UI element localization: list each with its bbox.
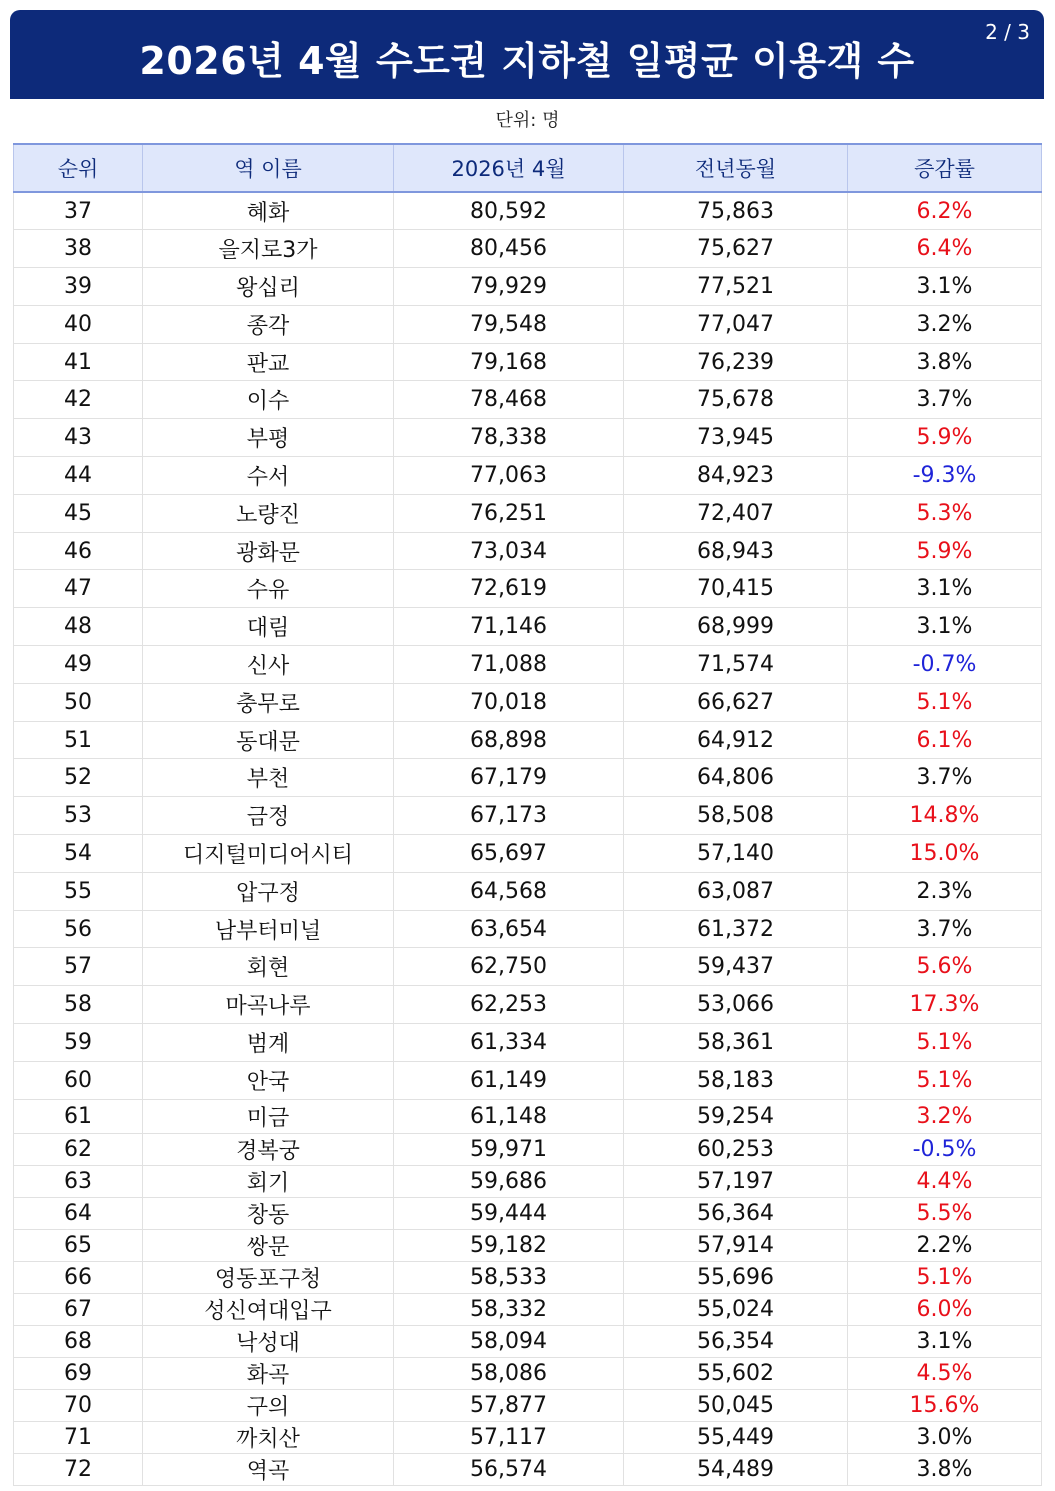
- rank-cell: 64: [14, 1198, 143, 1230]
- column-header-current: 2026년 4월: [394, 144, 624, 192]
- change-rate-cell: 15.0%: [848, 835, 1042, 873]
- station-name-cell: 쌍문: [143, 1230, 394, 1262]
- previous-ridership-cell: 57,914: [624, 1230, 848, 1262]
- table-row: [14, 570, 1042, 608]
- current-ridership-cell: 79,929: [394, 268, 624, 306]
- page-title: 2026년 4월 수도권 지하철 일평균 이용객 수: [139, 39, 915, 83]
- rank-cell: 46: [14, 532, 143, 570]
- previous-ridership-cell: 60,253: [624, 1134, 848, 1166]
- station-name-cell: 성신여대입구: [143, 1294, 394, 1326]
- current-ridership-cell: 72,619: [394, 570, 624, 608]
- current-ridership-cell: 77,063: [394, 457, 624, 495]
- unit-label: 단위: 명: [495, 110, 560, 131]
- rank-cell: 42: [14, 381, 143, 419]
- previous-ridership-cell: 57,140: [624, 835, 848, 873]
- previous-ridership-cell: 77,047: [624, 305, 848, 343]
- previous-ridership-cell: 56,364: [624, 1198, 848, 1230]
- column-header-station: 역 이름: [143, 144, 394, 192]
- station-name-cell: 구의: [143, 1390, 394, 1422]
- change-rate-cell: 5.9%: [848, 532, 1042, 570]
- table-body: [14, 192, 1042, 1486]
- station-name-cell: 디지털미디어시티: [143, 835, 394, 873]
- station-name-cell: 마곡나루: [143, 986, 394, 1024]
- table-row: [14, 683, 1042, 721]
- current-ridership-cell: 56,574: [394, 1454, 624, 1486]
- rank-cell: 56: [14, 910, 143, 948]
- table-row: [14, 1422, 1042, 1454]
- change-rate-cell: 2.3%: [848, 872, 1042, 910]
- change-rate-cell: 3.1%: [848, 570, 1042, 608]
- station-name-cell: 금정: [143, 797, 394, 835]
- table-row: [14, 343, 1042, 381]
- change-rate-cell: 6.2%: [848, 192, 1042, 230]
- station-name-cell: 미금: [143, 1099, 394, 1134]
- previous-ridership-cell: 68,943: [624, 532, 848, 570]
- station-name-cell: 까치산: [143, 1422, 394, 1454]
- station-name-cell: 대림: [143, 608, 394, 646]
- table-row: [14, 1390, 1042, 1422]
- table-row: [14, 797, 1042, 835]
- rank-cell: 41: [14, 343, 143, 381]
- rank-cell: 70: [14, 1390, 143, 1422]
- previous-ridership-cell: 84,923: [624, 457, 848, 495]
- rank-cell: 71: [14, 1422, 143, 1454]
- previous-ridership-cell: 73,945: [624, 419, 848, 457]
- change-rate-cell: 4.5%: [848, 1358, 1042, 1390]
- ridership-table: [13, 143, 1042, 1486]
- rank-cell: 39: [14, 268, 143, 306]
- current-ridership-cell: 79,548: [394, 305, 624, 343]
- change-rate-cell: 5.3%: [848, 494, 1042, 532]
- previous-ridership-cell: 53,066: [624, 986, 848, 1024]
- change-rate-cell: -0.7%: [848, 646, 1042, 684]
- station-name-cell: 화곡: [143, 1358, 394, 1390]
- station-name-cell: 범계: [143, 1024, 394, 1062]
- change-rate-cell: -9.3%: [848, 457, 1042, 495]
- station-name-cell: 수서: [143, 457, 394, 495]
- current-ridership-cell: 67,173: [394, 797, 624, 835]
- change-rate-cell: 3.1%: [848, 608, 1042, 646]
- rank-cell: 43: [14, 419, 143, 457]
- change-rate-cell: 3.7%: [848, 381, 1042, 419]
- previous-ridership-cell: 54,489: [624, 1454, 848, 1486]
- change-rate-cell: 3.1%: [848, 1326, 1042, 1358]
- rank-cell: 44: [14, 457, 143, 495]
- table-row: [14, 835, 1042, 873]
- station-name-cell: 혜화: [143, 192, 394, 230]
- rank-cell: 40: [14, 305, 143, 343]
- previous-ridership-cell: 75,863: [624, 192, 848, 230]
- change-rate-cell: 5.1%: [848, 683, 1042, 721]
- change-rate-cell: 3.8%: [848, 1454, 1042, 1486]
- previous-ridership-cell: 76,239: [624, 343, 848, 381]
- current-ridership-cell: 80,456: [394, 230, 624, 268]
- previous-ridership-cell: 63,087: [624, 872, 848, 910]
- rank-cell: 62: [14, 1134, 143, 1166]
- current-ridership-cell: 71,088: [394, 646, 624, 684]
- rank-cell: 60: [14, 1061, 143, 1099]
- previous-ridership-cell: 72,407: [624, 494, 848, 532]
- current-ridership-cell: 67,179: [394, 759, 624, 797]
- current-ridership-cell: 61,148: [394, 1099, 624, 1134]
- station-name-cell: 이수: [143, 381, 394, 419]
- table-row: [14, 910, 1042, 948]
- title-banner: [10, 10, 1044, 99]
- rank-cell: 69: [14, 1358, 143, 1390]
- current-ridership-cell: 59,971: [394, 1134, 624, 1166]
- previous-ridership-cell: 55,024: [624, 1294, 848, 1326]
- table-row: [14, 1166, 1042, 1198]
- rank-cell: 61: [14, 1099, 143, 1134]
- station-name-cell: 낙성대: [143, 1326, 394, 1358]
- station-name-cell: 을지로3가: [143, 230, 394, 268]
- current-ridership-cell: 65,697: [394, 835, 624, 873]
- station-name-cell: 안국: [143, 1061, 394, 1099]
- table-row: [14, 608, 1042, 646]
- station-name-cell: 광화문: [143, 532, 394, 570]
- current-ridership-cell: 76,251: [394, 494, 624, 532]
- change-rate-cell: 6.0%: [848, 1294, 1042, 1326]
- previous-ridership-cell: 55,602: [624, 1358, 848, 1390]
- station-name-cell: 경복궁: [143, 1134, 394, 1166]
- change-rate-cell: 5.5%: [848, 1198, 1042, 1230]
- station-name-cell: 영동포구청: [143, 1262, 394, 1294]
- current-ridership-cell: 59,444: [394, 1198, 624, 1230]
- current-ridership-cell: 59,686: [394, 1166, 624, 1198]
- current-ridership-cell: 58,332: [394, 1294, 624, 1326]
- station-name-cell: 충무로: [143, 683, 394, 721]
- rank-cell: 66: [14, 1262, 143, 1294]
- previous-ridership-cell: 55,449: [624, 1422, 848, 1454]
- previous-ridership-cell: 50,045: [624, 1390, 848, 1422]
- rank-cell: 67: [14, 1294, 143, 1326]
- previous-ridership-cell: 66,627: [624, 683, 848, 721]
- rank-cell: 63: [14, 1166, 143, 1198]
- previous-ridership-cell: 59,437: [624, 948, 848, 986]
- rank-cell: 68: [14, 1326, 143, 1358]
- change-rate-cell: 3.0%: [848, 1422, 1042, 1454]
- change-rate-cell: -0.5%: [848, 1134, 1042, 1166]
- station-name-cell: 수유: [143, 570, 394, 608]
- table-header-row: [14, 144, 1042, 192]
- table-row: [14, 1134, 1042, 1166]
- table-row: [14, 986, 1042, 1024]
- previous-ridership-cell: 77,521: [624, 268, 848, 306]
- previous-ridership-cell: 71,574: [624, 646, 848, 684]
- station-name-cell: 노량진: [143, 494, 394, 532]
- rank-cell: 53: [14, 797, 143, 835]
- station-name-cell: 회현: [143, 948, 394, 986]
- change-rate-cell: 5.9%: [848, 419, 1042, 457]
- current-ridership-cell: 62,750: [394, 948, 624, 986]
- rank-cell: 58: [14, 986, 143, 1024]
- table-row: [14, 1294, 1042, 1326]
- current-ridership-cell: 58,086: [394, 1358, 624, 1390]
- table-row: [14, 1024, 1042, 1062]
- table-row: [14, 872, 1042, 910]
- table-row: [14, 381, 1042, 419]
- table-row: [14, 419, 1042, 457]
- table-row: [14, 1198, 1042, 1230]
- table-row: [14, 948, 1042, 986]
- rank-cell: 48: [14, 608, 143, 646]
- current-ridership-cell: 57,877: [394, 1390, 624, 1422]
- current-ridership-cell: 63,654: [394, 910, 624, 948]
- rank-cell: 55: [14, 872, 143, 910]
- previous-ridership-cell: 58,361: [624, 1024, 848, 1062]
- table-row: [14, 192, 1042, 230]
- column-header-rank: 순위: [14, 144, 143, 192]
- rank-cell: 45: [14, 494, 143, 532]
- current-ridership-cell: 80,592: [394, 192, 624, 230]
- table-row: [14, 532, 1042, 570]
- station-name-cell: 창동: [143, 1198, 394, 1230]
- table-row: [14, 1061, 1042, 1099]
- current-ridership-cell: 57,117: [394, 1422, 624, 1454]
- rank-cell: 59: [14, 1024, 143, 1062]
- station-name-cell: 신사: [143, 646, 394, 684]
- previous-ridership-cell: 70,415: [624, 570, 848, 608]
- station-name-cell: 역곡: [143, 1454, 394, 1486]
- change-rate-cell: 3.2%: [848, 305, 1042, 343]
- current-ridership-cell: 79,168: [394, 343, 624, 381]
- rank-cell: 38: [14, 230, 143, 268]
- current-ridership-cell: 78,338: [394, 419, 624, 457]
- previous-ridership-cell: 61,372: [624, 910, 848, 948]
- change-rate-cell: 17.3%: [848, 986, 1042, 1024]
- station-name-cell: 판교: [143, 343, 394, 381]
- rank-cell: 51: [14, 721, 143, 759]
- table-row: [14, 1326, 1042, 1358]
- table-row: [14, 1230, 1042, 1262]
- current-ridership-cell: 58,094: [394, 1326, 624, 1358]
- station-name-cell: 압구정: [143, 872, 394, 910]
- previous-ridership-cell: 75,627: [624, 230, 848, 268]
- column-header-previous: 전년동월: [624, 144, 848, 192]
- previous-ridership-cell: 56,354: [624, 1326, 848, 1358]
- change-rate-cell: 5.1%: [848, 1061, 1042, 1099]
- change-rate-cell: 2.2%: [848, 1230, 1042, 1262]
- current-ridership-cell: 73,034: [394, 532, 624, 570]
- rank-cell: 47: [14, 570, 143, 608]
- change-rate-cell: 3.7%: [848, 910, 1042, 948]
- table-row: [14, 759, 1042, 797]
- rank-cell: 54: [14, 835, 143, 873]
- change-rate-cell: 5.1%: [848, 1262, 1042, 1294]
- previous-ridership-cell: 64,912: [624, 721, 848, 759]
- current-ridership-cell: 59,182: [394, 1230, 624, 1262]
- current-ridership-cell: 78,468: [394, 381, 624, 419]
- change-rate-cell: 4.4%: [848, 1166, 1042, 1198]
- table-row: [14, 1358, 1042, 1390]
- rank-cell: 49: [14, 646, 143, 684]
- rank-cell: 50: [14, 683, 143, 721]
- previous-ridership-cell: 75,678: [624, 381, 848, 419]
- previous-ridership-cell: 58,508: [624, 797, 848, 835]
- page-indicator: 2 / 3: [985, 20, 1030, 44]
- current-ridership-cell: 61,334: [394, 1024, 624, 1062]
- current-ridership-cell: 62,253: [394, 986, 624, 1024]
- change-rate-cell: 6.4%: [848, 230, 1042, 268]
- station-name-cell: 회기: [143, 1166, 394, 1198]
- previous-ridership-cell: 68,999: [624, 608, 848, 646]
- current-ridership-cell: 70,018: [394, 683, 624, 721]
- current-ridership-cell: 71,146: [394, 608, 624, 646]
- rank-cell: 57: [14, 948, 143, 986]
- current-ridership-cell: 61,149: [394, 1061, 624, 1099]
- column-header-change: 증감률: [848, 144, 1042, 192]
- table-row: [14, 1262, 1042, 1294]
- station-name-cell: 부천: [143, 759, 394, 797]
- change-rate-cell: 5.6%: [848, 948, 1042, 986]
- station-name-cell: 남부터미널: [143, 910, 394, 948]
- station-name-cell: 부평: [143, 419, 394, 457]
- rank-cell: 52: [14, 759, 143, 797]
- previous-ridership-cell: 57,197: [624, 1166, 848, 1198]
- change-rate-cell: 6.1%: [848, 721, 1042, 759]
- change-rate-cell: 5.1%: [848, 1024, 1042, 1062]
- change-rate-cell: 14.8%: [848, 797, 1042, 835]
- current-ridership-cell: 64,568: [394, 872, 624, 910]
- current-ridership-cell: 68,898: [394, 721, 624, 759]
- station-name-cell: 왕십리: [143, 268, 394, 306]
- change-rate-cell: 3.7%: [848, 759, 1042, 797]
- change-rate-cell: 3.2%: [848, 1099, 1042, 1134]
- table-row: [14, 305, 1042, 343]
- rank-cell: 72: [14, 1454, 143, 1486]
- table-row: [14, 1454, 1042, 1486]
- table-row: [14, 1099, 1042, 1134]
- previous-ridership-cell: 59,254: [624, 1099, 848, 1134]
- table-row: [14, 457, 1042, 495]
- change-rate-cell: 3.1%: [848, 268, 1042, 306]
- previous-ridership-cell: 58,183: [624, 1061, 848, 1099]
- rank-cell: 37: [14, 192, 143, 230]
- current-ridership-cell: 58,533: [394, 1262, 624, 1294]
- change-rate-cell: 15.6%: [848, 1390, 1042, 1422]
- change-rate-cell: 3.8%: [848, 343, 1042, 381]
- table-row: [14, 494, 1042, 532]
- rank-cell: 65: [14, 1230, 143, 1262]
- table-row: [14, 721, 1042, 759]
- previous-ridership-cell: 55,696: [624, 1262, 848, 1294]
- station-name-cell: 종각: [143, 305, 394, 343]
- table-row: [14, 268, 1042, 306]
- previous-ridership-cell: 64,806: [624, 759, 848, 797]
- table-row: [14, 230, 1042, 268]
- station-name-cell: 동대문: [143, 721, 394, 759]
- table-row: [14, 646, 1042, 684]
